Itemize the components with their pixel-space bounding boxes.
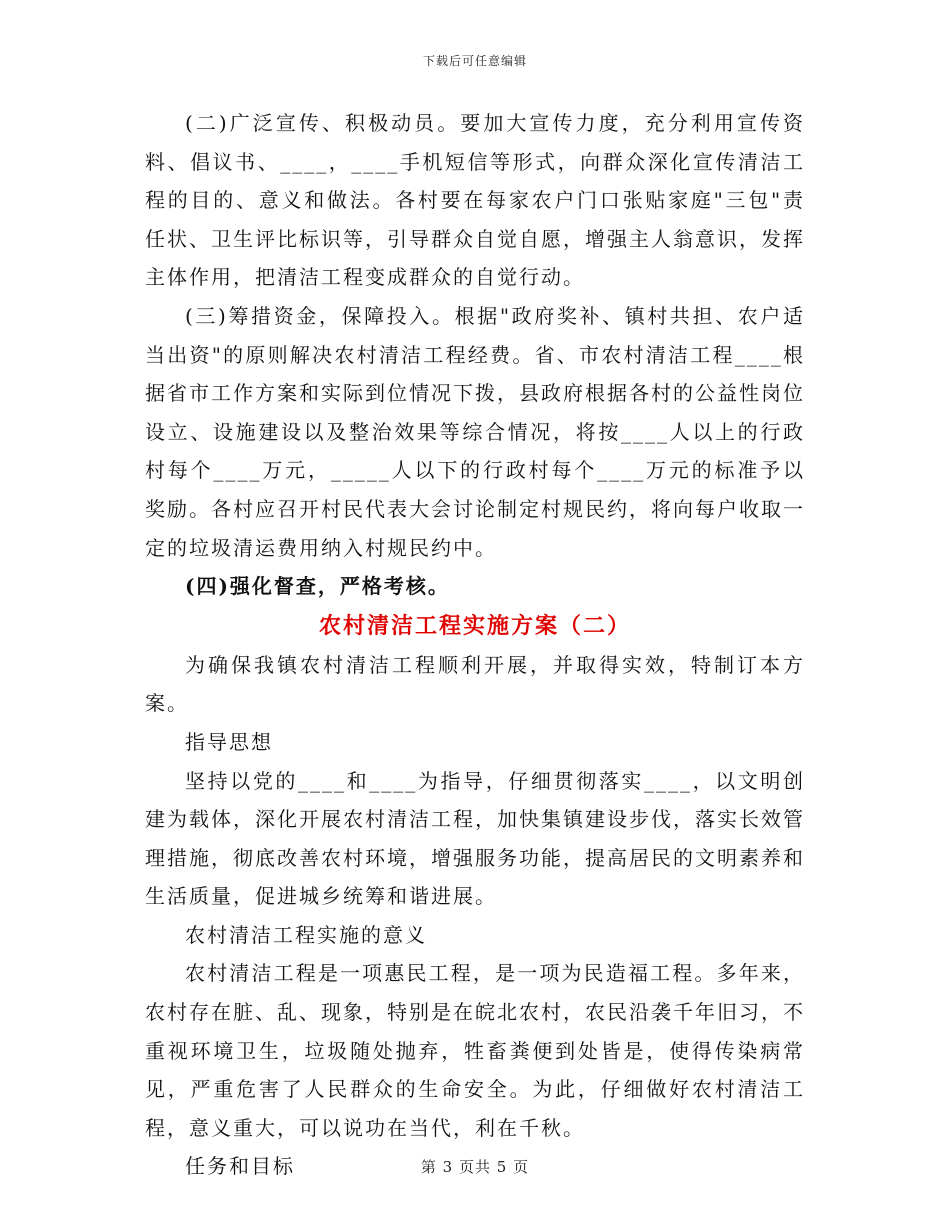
heading-significance: 农村清洁工程实施的意义 xyxy=(185,922,427,947)
paragraph-funding: (三)筹措资金，保障投入。根据"政府奖补、镇村共担、农户适当出资"的原则解决农村清洁工程经费。省、市农村清洁工程____根据省市工作方案和实际到位情况下拨，县政府根据各村的公益性岗位设立、设施建设以及整治效果等综合情况，将按____人以上的行政村每个____万元，_____人以下的行政村每个____万元的标准予以奖励。各村应召开村民代表大会讨论制定村规民约，将向每户收取一定的垃圾清运费用纳入村规民约中。 xyxy=(145,303,805,560)
page-header: 下载后可任意编辑 xyxy=(422,54,527,68)
page-footer: 第 3 页共 5 页 xyxy=(420,1158,530,1176)
document-body xyxy=(145,104,805,1186)
paragraph-supervision-heading: (四)强化督查，严格考核。 xyxy=(185,574,450,599)
section-title: 农村清洁工程实施方案（二） xyxy=(318,612,631,639)
paragraph-intro: 为确保我镇农村清洁工程顺利开展，并取得实效，特制订本方案。 xyxy=(145,652,805,716)
paragraph-significance: 农村清洁工程是一项惠民工程，是一项为民造福工程。多年来，农村存在脏、乱、现象，特别是在皖北农村，农民沿袭千年旧习，不重视环境卫生，垃圾随处抛弃，牲畜粪便到处皆是，使得传染病常见，严重危害了人民群众的生命安全。为此，仔细做好农村清洁工程，意义重大，可以说功在当代，利在千秋。 xyxy=(145,961,805,1140)
heading-tasks-goals: 任务和目标 xyxy=(185,1154,295,1179)
paragraph-publicity: (二)广泛宣传、积极动员。要加大宣传力度，充分利用宣传资料、倡议书、____，____手机短信等形式，向群众深化宣传清洁工程的目的、意义和做法。各村要在每家农户门口张贴家庭"三包"责任状、卫生评比标识等，引导群众自觉自愿，增强主人翁意识，发挥主体作用，把清洁工程变成群众的自觉行动。 xyxy=(145,111,805,290)
paragraph-guiding-ideology: 坚持以党的____和____为指导，仔细贯彻落实____，以文明创建为载体，深化开展农村清洁工程，加快集镇建设步伐，落实长效管理措施，彻底改善农村环境，增强服务功能，提高居民的文明素养和生活质量，促进城乡统筹和谐进展。 xyxy=(145,768,805,909)
heading-guiding-ideology: 指导思想 xyxy=(185,729,273,754)
